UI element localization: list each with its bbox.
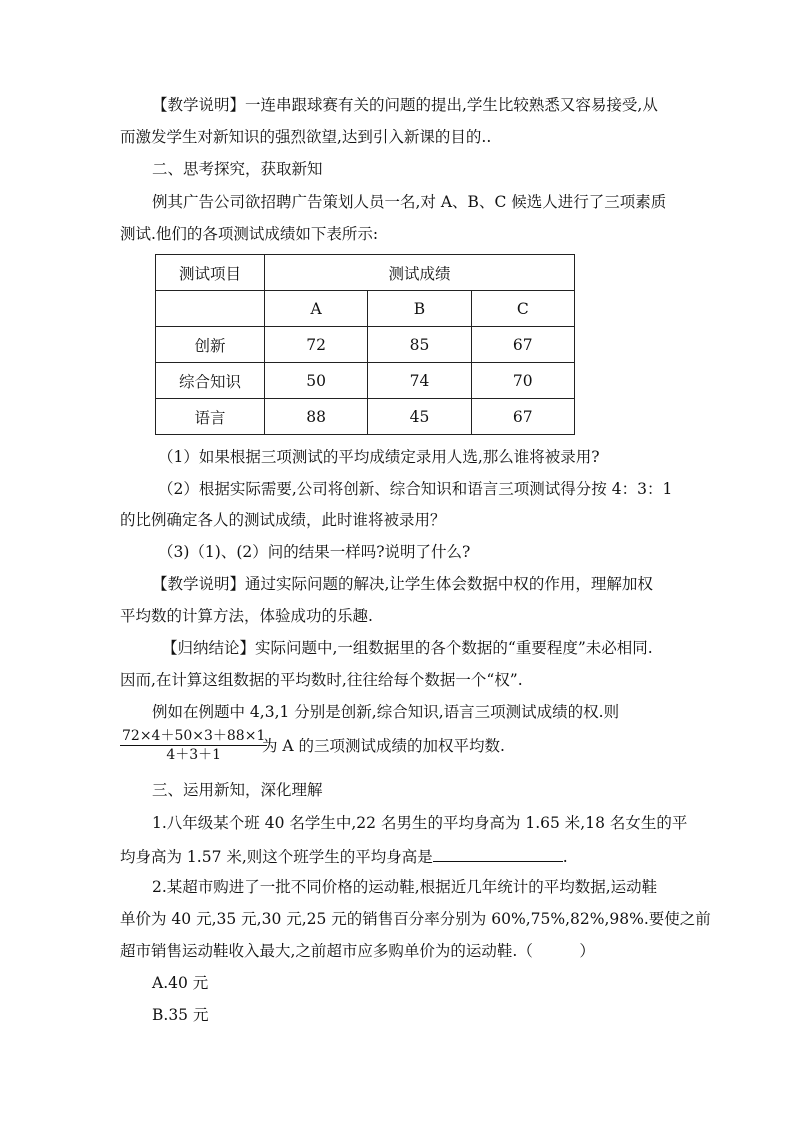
teaching-note-1-line-1: 【教学说明】一连串跟球赛有关的问题的提出,学生比较熟悉又容易接受,从 — [152, 96, 658, 114]
fraction-numerator: 72×4＋50×3＋88×1 — [122, 728, 266, 744]
answer-blank[interactable] — [433, 845, 563, 862]
row-label-cell: 创新 — [156, 327, 265, 363]
option-a: A.40 元 — [152, 974, 209, 992]
example-intro-line-2: 测试.他们的各项测试成绩如下表所示: — [120, 225, 379, 243]
teaching-note-2-line-2: 平均数的计算方法，体验成功的乐趣. — [120, 607, 373, 625]
candidate-c-cell: C — [471, 291, 574, 327]
question-2-line-1: （2）根据实际需要,公司将创新、综合知识和语言三项测试得分按 4：3：1 — [158, 480, 673, 498]
table-row — [156, 291, 575, 327]
teaching-note-2-line-1: 【教学说明】通过实际问题的解决,让学生体会数据中权的作用，理解加权 — [152, 575, 653, 593]
table-row — [156, 255, 575, 291]
fraction-denominator: 4＋3＋1 — [166, 747, 222, 763]
score-cell: 85 — [368, 327, 471, 363]
score-cell: 70 — [471, 363, 574, 399]
score-cell: 45 — [368, 399, 471, 435]
problem-2-line-3: 超市销售运动鞋收入最大,之前超市应多购单价为的运动鞋.（ ） — [120, 942, 595, 960]
score-cell: 50 — [265, 363, 368, 399]
question-2-line-2: 的比例确定各人的测试成绩，此时谁将被录用？ — [120, 511, 446, 529]
conclusion-line-1: 【归纳结论】实际问题中,一组数据里的各个数据的“重要程度”未必相同. — [162, 639, 653, 657]
question-3: （3)（1)、(2）问的结果一样吗?说明了什么? — [158, 543, 471, 561]
score-cell: 74 — [368, 363, 471, 399]
row-label-cell: 语言 — [156, 399, 265, 435]
score-cell: 67 — [471, 327, 574, 363]
candidate-a-cell: A — [265, 291, 368, 327]
table-row — [156, 363, 575, 399]
problem-2-line-2: 单价为 40 元,35 元,30 元,25 元的销售百分率分别为 60%,75%,82%,98%.要使之前 — [120, 910, 711, 928]
conclusion-line-2: 因而,在计算这组数据的平均数时,往往给每个数据一个“权”. — [120, 671, 523, 689]
score-cell: 67 — [471, 399, 574, 435]
weighted-average-fraction — [120, 727, 267, 764]
table-row — [156, 327, 575, 363]
score-table — [155, 254, 575, 435]
empty-cell — [156, 291, 265, 327]
example-weights-line: 例如在例题中 4,3,1 分别是创新,综合知识,语言三项测试成绩的权.则 — [152, 703, 620, 721]
score-cell: 72 — [265, 327, 368, 363]
problem-1-line-1: 1.八年级某个班 40 名学生中,22 名男生的平均身高为 1.65 米,18 名女生的平 — [152, 814, 688, 832]
table-row — [156, 399, 575, 435]
fraction-description: 为 A 的三项测试成绩的加权平均数. — [262, 737, 505, 755]
problem-1-text: 均身高为 1.57 米,则这个班学生的平均身高是 — [120, 848, 433, 866]
header-item-cell: 测试项目 — [156, 255, 265, 291]
example-intro-line-1: 例其广告公司欲招聘广告策划人员一名,对 A、B、C 候选人进行了三项素质 — [152, 193, 667, 211]
problem-2-line-1: 2.某超市购进了一批不同价格的运动鞋,根据近几年统计的平均数据,运动鞋 — [152, 878, 658, 896]
question-1: （1）如果根据三项测试的平均成绩定录用人选,那么谁将被录用? — [158, 448, 600, 466]
score-cell: 88 — [265, 399, 368, 435]
problem-1-period: . — [562, 848, 568, 866]
candidate-b-cell: B — [368, 291, 471, 327]
teaching-note-1-line-2: 而激发学生对新知识的强烈欲望,达到引入新课的目的.. — [120, 128, 492, 146]
section-heading-2: 二、思考探究，获取新知 — [152, 160, 323, 178]
section-heading-3: 三、运用新知，深化理解 — [152, 781, 323, 799]
header-scores-cell: 测试成绩 — [265, 255, 575, 291]
option-b: B.35 元 — [152, 1006, 209, 1024]
row-label-cell: 综合知识 — [156, 363, 265, 399]
problem-1-line-2 — [120, 845, 680, 867]
